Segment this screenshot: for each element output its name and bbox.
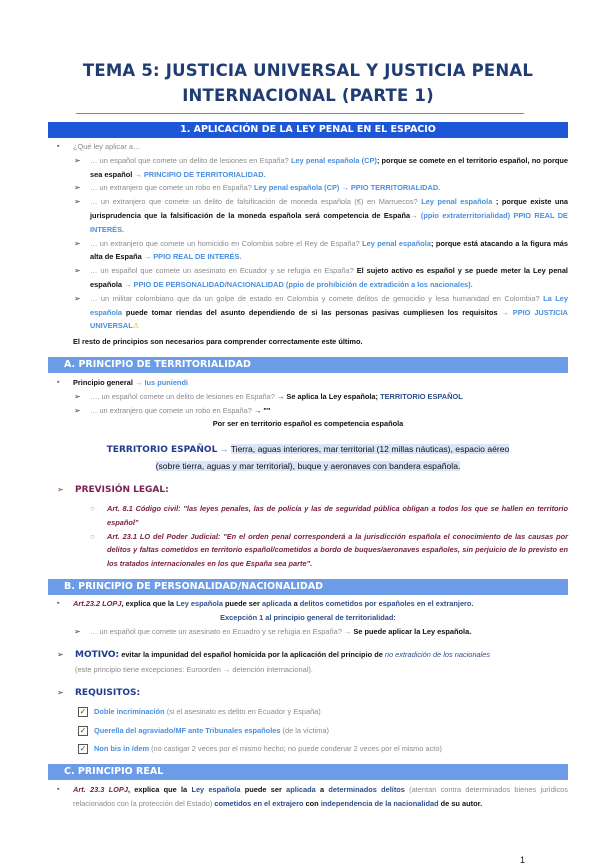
text-run: PREVISIÓN LEGAL: — [75, 485, 169, 496]
competence-note — [48, 417, 568, 431]
motivo-note — [48, 663, 568, 677]
text-run: Ley española — [176, 598, 223, 608]
text-run: de su autor. — [438, 798, 483, 808]
text-run: cometidos en el extrajero — [214, 798, 304, 808]
text-run: , explica que la — [127, 785, 192, 795]
text-run: Ius puniendi — [144, 377, 189, 387]
list-item-text — [90, 627, 471, 636]
text-run: La Ley española — [90, 293, 568, 317]
arrow-bullet-icon: ➢ — [57, 485, 64, 495]
text-run: … un extranjero que comete un homicidio en Colombia sobre el Rey de España? — [90, 238, 363, 248]
checkbox-checked-icon: ✓ — [79, 725, 87, 735]
motivo-content — [75, 650, 490, 659]
text-run: TERRITORIO ESPAÑOL — [106, 445, 218, 456]
text-run: … un militar colombiano que da un golpe de estado en Colombia y comete delitos de genocidio y lesa humanidad en Colombia? — [90, 293, 544, 303]
text-run: Art.23.2 LOPJ — [73, 598, 122, 608]
checkbox-checked-icon: ✓ — [79, 706, 87, 716]
list-item — [48, 181, 568, 195]
article-quote-text — [107, 504, 568, 527]
closing-text — [73, 337, 363, 346]
list-item — [48, 404, 568, 418]
text-run: … un español que comete un asesinato en Ecuador y se refugia en España? — [90, 266, 357, 276]
text-run: , explica que la — [121, 598, 177, 608]
list-item — [48, 390, 568, 404]
requisito-text — [94, 707, 321, 716]
text-run: (si el asesinato es delito en Ecuador y España) — [164, 706, 321, 716]
text-run: → (ppio extraterritorialidad) PPIO REAL DE INTERÉS. — [90, 210, 568, 234]
warning-icon: ⚠ — [132, 321, 140, 331]
article-quote — [48, 530, 568, 571]
list-item-text — [90, 156, 568, 179]
text-run: → "" — [253, 405, 271, 415]
text-run: (este principio tiene excepciones: Euroorden → detención internacional). — [75, 665, 313, 675]
list-item-text — [90, 294, 568, 331]
text-run: …. un español comete un delito de lesiones en España? — [90, 391, 277, 401]
text-run: El sujeto activo es español y se puede meter la Ley penal española — [90, 266, 568, 289]
list-item — [48, 237, 568, 265]
text-run: Ley penal española (CP) — [290, 155, 377, 165]
arrow-bullet-icon: ➢ — [74, 405, 81, 415]
article-intro-text — [73, 785, 568, 808]
text-run: delitos cometidos por españoles en el extranjero. — [299, 598, 474, 608]
text-run: Querella del agraviado/MF ante Tribunales españoles — [94, 725, 281, 735]
requisitos-heading-text — [75, 688, 140, 697]
text-run: Doble incriminación — [94, 706, 165, 716]
text-run: Por ser en territorio español es competencia española — [212, 419, 404, 429]
list-item — [48, 264, 568, 292]
text-run: aplicada — [261, 598, 292, 608]
list-item — [48, 154, 568, 182]
bullet-icon: ▪ — [57, 378, 60, 386]
text-run: Ley penal española — [421, 197, 493, 207]
text-run: Ley española — [191, 785, 241, 795]
text-run: … un extranjero que comete un robo en España? — [90, 183, 254, 193]
article-intro — [48, 783, 568, 811]
general-principle-text — [73, 378, 188, 387]
requisito-item — [48, 742, 568, 756]
text-run: REQUISITOS: — [75, 687, 141, 698]
article-quote — [48, 502, 568, 530]
text-run: → — [217, 444, 231, 455]
prevision-heading-text — [75, 485, 169, 494]
text-run: (no castigar 2 veces por el mismo hecho; no puede condenar 2 veces por el mismo acto) — [149, 744, 442, 754]
text-run: MOTIVO: — [75, 650, 120, 661]
text-run: Ley penal española (CP) → PPIO TERRITORIALIDAD. — [253, 183, 441, 193]
general-principle — [48, 376, 568, 390]
text-run: Excepción 1 al principio general de territorialidad: — [220, 612, 396, 622]
territory-definition — [48, 441, 568, 474]
list-item — [48, 195, 568, 236]
text-run: a — [291, 598, 300, 608]
text-run: Tierra, aguas interiores, mar territorial (12 millas náuticas), espacio aéreo (sobre tierra, aguas y mar territorial), buque y aeronaves con bandera española. — [155, 444, 510, 472]
text-run: a — [315, 785, 329, 795]
text-run: no extradición de los nacionales — [384, 650, 491, 660]
section-b-heading: B. PRINCIPIO DE PERSONALIDAD/NACIONALIDAD — [48, 579, 568, 595]
text-run: TERRITORIO ESPAÑOL — [380, 391, 463, 401]
text-run: → PPIO JUSTICIA UNIVERSAL — [90, 307, 568, 331]
requisito-item — [48, 705, 568, 719]
arrow-bullet-icon: ➢ — [74, 238, 81, 248]
text-run: ; porque se comete en el territorio español, no porque sea español — [90, 155, 568, 179]
circle-bullet-icon: ○ — [90, 503, 95, 513]
arrow-bullet-icon: ➢ — [74, 183, 81, 193]
bullet-icon: ▪ — [57, 143, 60, 150]
arrow-bullet-icon: ➢ — [74, 626, 81, 636]
text-run: aplicada — [286, 785, 316, 795]
list-item-text — [90, 239, 568, 262]
text-run: El resto de principios son necesarios para comprender correctamente este último. — [73, 337, 363, 347]
arrow-bullet-icon: ➢ — [74, 266, 81, 276]
requisito-text — [94, 744, 442, 753]
list-item-text — [90, 183, 440, 192]
text-run: ¿Qué ley aplicar a… — [73, 142, 141, 151]
text-run: con — [303, 798, 321, 808]
text-run: determinados delitos — [328, 785, 405, 795]
text-run: Art. 8.1 Código civil: "las leyes penales, las de policía y las de seguridad pública obligan a todos los que se hallen en territorio español" — [107, 503, 568, 527]
list-item-text — [90, 197, 568, 234]
bullet-icon: ▪ — [57, 786, 60, 794]
article-intro — [48, 597, 568, 611]
arrow-bullet-icon: ➢ — [74, 391, 81, 401]
text-run: (de la víctima) — [280, 725, 329, 735]
requisito-item — [48, 724, 568, 738]
text-run: Ley penal española — [362, 238, 431, 248]
text-run: independencia de la nacionalidad — [320, 798, 439, 808]
list-item — [48, 625, 568, 639]
circle-bullet-icon: ○ — [90, 531, 95, 541]
text-run: Principio general — [73, 377, 136, 387]
list-item-text — [90, 392, 463, 401]
text-run: Art. 23.3 LOPJ — [73, 785, 128, 795]
page-number: 1 — [520, 855, 526, 865]
document-title-line-1: TEMA 5: JUSTICIA UNIVERSAL Y JUSTICIA PENAL — [82, 61, 534, 80]
motivo-text — [48, 648, 568, 663]
prevision-legal-heading — [48, 483, 568, 498]
list-item-text — [90, 266, 568, 289]
exception-note — [48, 611, 568, 625]
requisito-text — [94, 726, 329, 735]
territory-text — [107, 444, 510, 471]
text-run: … un extranjero que comete un delito de falsificación de moneda española (€) en Marruecos? — [90, 197, 422, 207]
article-quote-text — [107, 532, 568, 569]
text-run: puede ser — [240, 785, 287, 795]
text-run: → — [135, 377, 145, 387]
bullet-icon: ▪ — [57, 599, 60, 607]
text-run: ; porque existe una jurisprudencia que la falsificación de la moneda española será competencia de España — [90, 197, 568, 220]
text-run: → Se aplica la Ley española; — [276, 391, 381, 401]
intro-text — [73, 142, 140, 151]
text-run: → PPIO DE PERSONALIDAD/NACIONALIDAD (ppio de prohibición de extradición a los nacionales). — [124, 279, 473, 289]
text-run: → PRINCIPIO DE TERRITORIALIDAD. — [134, 169, 266, 179]
article-intro-text — [73, 599, 474, 608]
text-run: Non bis in ídem — [94, 744, 150, 754]
checkbox-checked-icon: ✓ — [79, 744, 87, 754]
arrow-bullet-icon: ➢ — [57, 650, 64, 660]
text-run: puede ser — [222, 598, 262, 608]
text-run: → PPIO REAL DE INTERÉS. — [143, 252, 242, 262]
text-run: evitar la impunidad del español homicida por la aplicación del principio de — [119, 650, 385, 660]
text-run: … un español que comete un delito de lesiones en España? — [90, 155, 291, 165]
document-title-line-2: INTERNACIONAL (PARTE 1) — [182, 86, 434, 105]
text-run: Art. 23.1 LO del Poder Judicial: "En el orden penal corresponderá a la jurisdicción española el conocimiento de las causas por delitos y faltas cometidos en territorio español/cometidos a bordo de buques/aeronaves españoles, sin perjuicio de lo previsto en los tratados internacionales en los que España sea parte". — [107, 531, 568, 569]
intro-question — [48, 140, 568, 154]
text-run: Se puede aplicar la Ley española. — [353, 626, 472, 636]
text-run: … un español que comete un asesinato en Ecuadro y se refugia en España? → — [90, 626, 354, 636]
section-1-heading: 1. APLICACIÓN DE LA LEY PENAL EN EL ESPACIO — [48, 122, 568, 138]
competence-note-text — [213, 419, 404, 428]
arrow-bullet-icon: ➢ — [57, 687, 64, 697]
text-run: (atentan contra determinados bienes jurídicos relacionados con la protección del Estado) — [73, 785, 568, 808]
requisitos-heading — [48, 686, 568, 701]
arrow-bullet-icon: ➢ — [74, 293, 81, 303]
text-run: … un extranjero que comete un robo en España? — [90, 405, 254, 415]
arrow-bullet-icon: ➢ — [74, 155, 81, 165]
title-divider — [76, 113, 524, 114]
list-item-text — [90, 406, 270, 415]
text-run: ; porque está atacando a la figura más alta de España — [90, 238, 569, 262]
arrow-bullet-icon: ➢ — [74, 197, 81, 207]
list-item — [48, 292, 568, 333]
motivo-note-text — [75, 665, 313, 674]
section-a-heading: A. PRINCIPIO DE TERRITORIALIDAD — [48, 357, 568, 373]
section-c-heading: C. PRINCIPIO REAL — [48, 764, 568, 780]
closing-note — [48, 335, 568, 349]
exception-text — [220, 613, 396, 622]
text-run: puede tomar riendas del asunto dependiendo de si las personas pasivas cumpliesen los requisitos — [122, 307, 502, 317]
